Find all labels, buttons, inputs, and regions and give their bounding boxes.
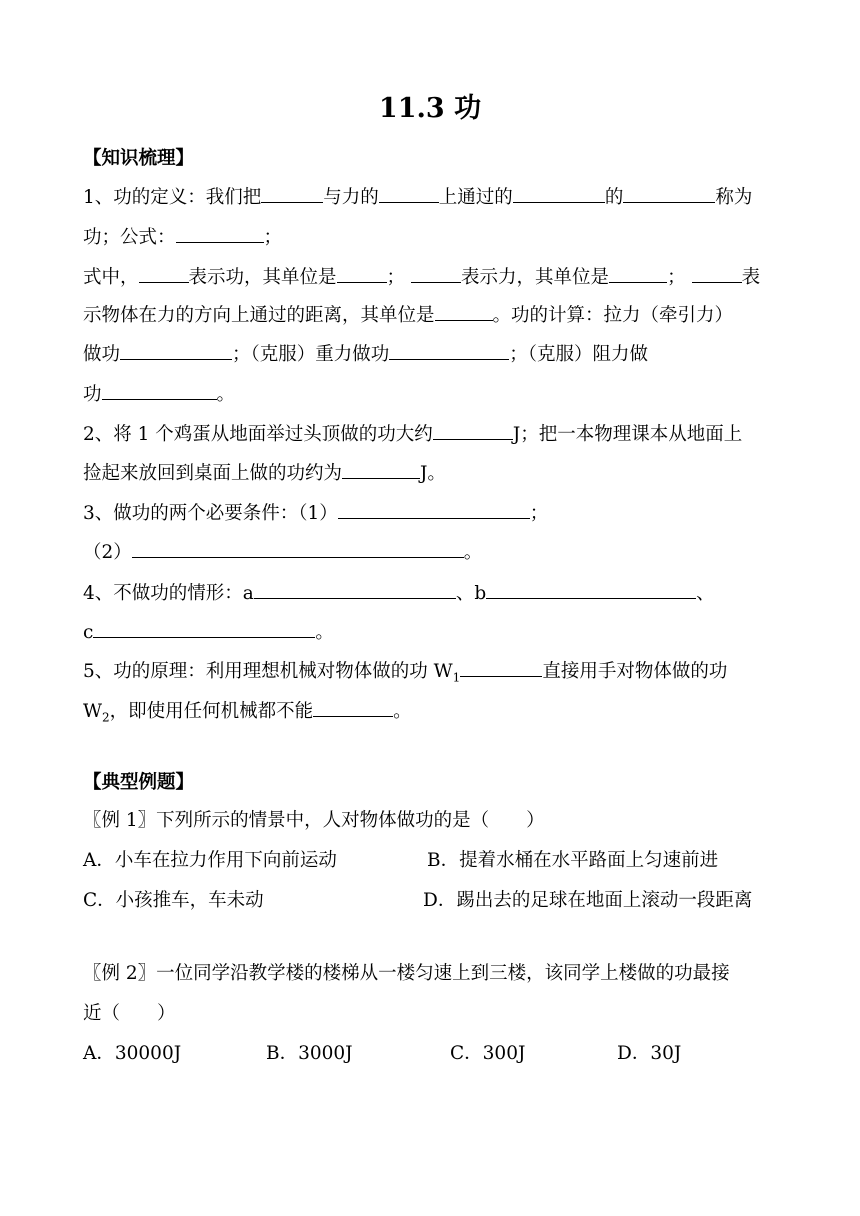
fill-blank[interactable] — [486, 580, 696, 599]
example-2-option-d[interactable]: D．30J — [617, 1043, 682, 1064]
fill-blank[interactable] — [460, 658, 542, 677]
example-2-stem-line-2: 近（ ） — [83, 1003, 176, 1024]
example-2-stem-line-1: 〖例 2〗一位同学沿教学楼的楼梯从一楼匀速上到三楼，该同学上楼做的功最接 — [83, 963, 730, 984]
fill-blank[interactable] — [623, 184, 715, 203]
q5-line-1: 5、功的原理：利用理想机械对物体做的功 $W_1$ 直接用手对物体做的功 — [83, 658, 727, 691]
fill-blank[interactable] — [342, 460, 420, 479]
page-title: 11.3 功 — [378, 93, 482, 124]
example-1-option-a[interactable]: A．小车在拉力作用下向前运动 — [83, 850, 337, 871]
fill-blank[interactable] — [609, 264, 667, 283]
fill-blank[interactable] — [411, 264, 461, 283]
fill-blank[interactable] — [313, 698, 393, 717]
fill-blank[interactable] — [337, 264, 387, 283]
fill-blank[interactable] — [254, 580, 456, 599]
example-1-option-d[interactable]: D．踢出去的足球在地面上滚动一段距离 — [423, 890, 753, 911]
q4-line-1: 4、不做功的情形：a 、b 、 — [83, 580, 715, 607]
q3-line-1: 3、做功的两个必要条件：（1） ； — [83, 500, 548, 527]
fill-blank[interactable] — [338, 500, 530, 519]
q1-line-5: 做功 ；（克服）重力做功 ；（克服）阻力做 — [83, 341, 648, 368]
q1-line-1: 1、功的定义：我们把 与力的 上通过的 的 称为 — [83, 184, 752, 211]
fill-blank[interactable] — [93, 619, 315, 638]
example-1-option-b[interactable]: B．提着水桶在水平路面上匀速前进 — [427, 850, 719, 871]
section-heading-examples: 【典型例题】 — [83, 772, 195, 793]
section-heading-knowledge: 【知识梳理】 — [83, 148, 195, 169]
fill-blank[interactable] — [692, 264, 742, 283]
fill-blank[interactable] — [379, 184, 439, 203]
fill-blank[interactable] — [389, 341, 509, 360]
example-1-stem: 〖例 1〗下列所示的情景中，人对物体做功的是（ ） — [83, 810, 545, 831]
q4-line-2: c 。 — [83, 619, 334, 646]
fill-blank[interactable] — [435, 302, 493, 321]
example-2-option-b[interactable]: B．3000J — [266, 1043, 353, 1064]
fill-blank[interactable] — [433, 421, 513, 440]
q1-line-4: 示物体在力的方向上通过的距离，其单位是 。功的计算：拉力（牵引力） — [83, 302, 733, 329]
example-1-option-c[interactable]: C．小孩推车，车未动 — [83, 890, 264, 911]
q2-line-2: 捡起来放回到桌面上做的功约为 J。 — [83, 460, 446, 487]
q1-line-3: 式中， 表示功，其单位是 ； 表示力，其单位是 ； 表 — [83, 264, 760, 291]
fill-blank[interactable] — [261, 184, 323, 203]
fill-blank[interactable] — [132, 539, 464, 558]
q3-line-2: （2） 。 — [83, 539, 482, 566]
fill-blank[interactable] — [102, 381, 217, 400]
fill-blank[interactable] — [176, 224, 264, 243]
q2-line-1: 2、将 1 个鸡蛋从地面举过头顶做的功大约 J；把一本物理课本从地面上 — [83, 421, 742, 448]
example-2-option-c[interactable]: C．300J — [450, 1043, 526, 1064]
fill-blank[interactable] — [139, 264, 189, 283]
q1-line-6: 功 。 — [83, 381, 235, 408]
q1-line-2: 功；公式： ； — [83, 224, 282, 251]
fill-blank[interactable] — [120, 341, 232, 360]
q5-line-2: $W_2$，即使用任何机械都不能 。 — [83, 698, 412, 731]
example-2-option-a[interactable]: A．30000J — [83, 1043, 182, 1064]
fill-blank[interactable] — [513, 184, 605, 203]
